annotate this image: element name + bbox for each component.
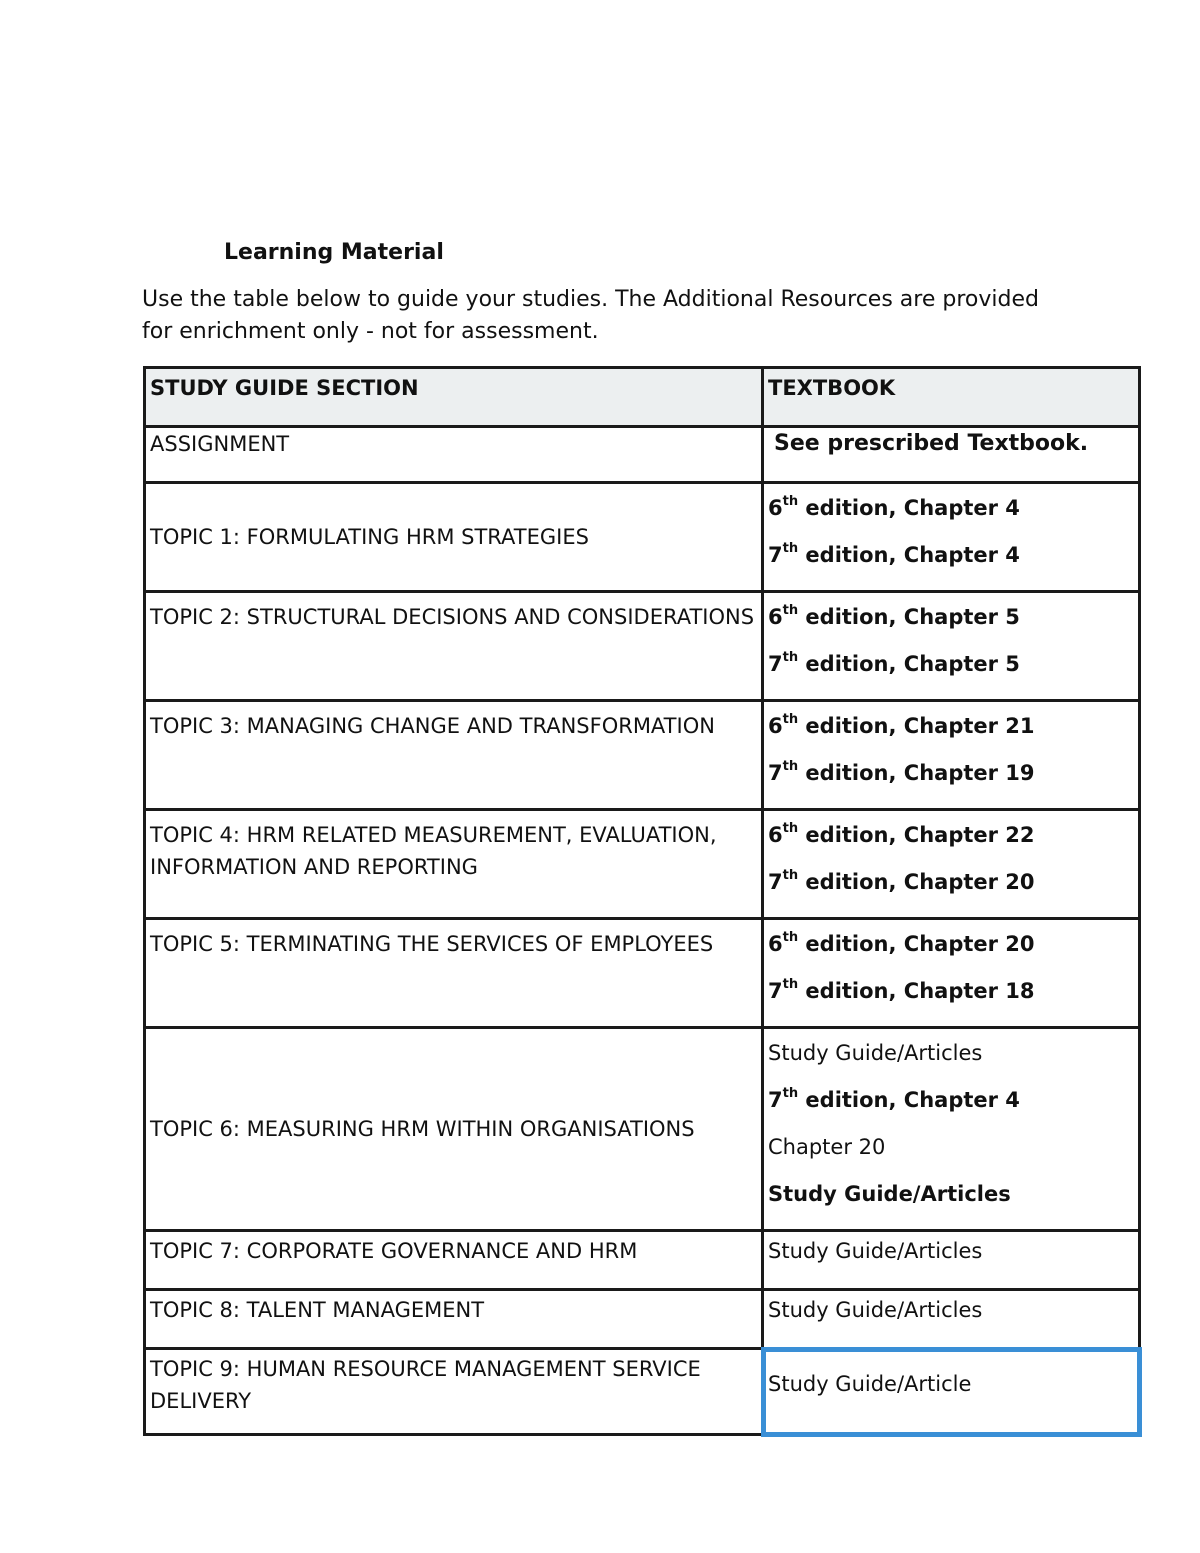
cell-topic-textbook-selected[interactable]: Study Guide/Article (763, 1349, 1140, 1435)
edition-line: 7th edition, Chapter 5 (768, 650, 1020, 676)
table-row-topic-7 (145, 1231, 1140, 1290)
cell-topic-section[interactable]: TOPIC 4: HRM RELATED MEASUREMENT, EVALUATION, INFORMATION AND REPORTING (145, 810, 763, 919)
header-study-guide-section[interactable]: STUDY GUIDE SECTION (145, 368, 763, 427)
table-row (145, 919, 1140, 1028)
cell-topic-textbook[interactable] (763, 592, 1140, 701)
cell-topic-textbook[interactable] (763, 1028, 1140, 1231)
edition-line: 6th edition, Chapter 22 (768, 821, 1035, 847)
cell-topic-textbook[interactable] (763, 919, 1140, 1028)
edition-line: 6th edition, Chapter 21 (768, 712, 1035, 738)
cell-topic-section[interactable]: TOPIC 8: TALENT MANAGEMENT (145, 1290, 763, 1349)
cell-assignment-textbook[interactable]: See prescribed Textbook. (763, 427, 1140, 483)
table-row-topic-8 (145, 1290, 1140, 1349)
cell-topic-textbook[interactable] (763, 483, 1140, 592)
table-row-topic-6 (145, 1028, 1140, 1231)
cell-topic-section[interactable]: TOPIC 5: TERMINATING THE SERVICES OF EMPLOYEES (145, 919, 763, 1028)
edition-line: 6th edition, Chapter 20 (768, 930, 1035, 956)
cell-topic-section[interactable]: TOPIC 9: HUMAN RESOURCE MANAGEMENT SERVICE DELIVERY (145, 1349, 763, 1435)
learning-material-table (143, 366, 1141, 1436)
cell-topic-textbook[interactable]: Study Guide/Articles (763, 1290, 1140, 1349)
cell-topic-section[interactable]: TOPIC 7: CORPORATE GOVERNANCE AND HRM (145, 1231, 763, 1290)
table-row-topic-9 (145, 1349, 1140, 1435)
edition-line: 7th edition, Chapter 4 (768, 541, 1020, 567)
header-textbook[interactable]: TEXTBOOK (763, 368, 1140, 427)
cell-topic-textbook[interactable] (763, 701, 1140, 810)
table-row-assignment (145, 427, 1140, 483)
intro-paragraph: Use the table below to guide your studies. The Additional Resources are provided for enrichment only - not for assessment. (142, 287, 1039, 344)
textbook-line: Study Guide/Articles (768, 1182, 1011, 1206)
cell-assignment-section[interactable]: ASSIGNMENT (145, 427, 763, 483)
edition-line: 7th edition, Chapter 4 (768, 1086, 1020, 1112)
cell-topic-section[interactable]: TOPIC 2: STRUCTURAL DECISIONS AND CONSIDERATIONS (145, 592, 763, 701)
edition-line: 6th edition, Chapter 5 (768, 603, 1020, 629)
edition-line: 6th edition, Chapter 4 (768, 494, 1020, 520)
table-row (145, 701, 1140, 810)
table-header-row (145, 368, 1140, 427)
cell-topic-textbook[interactable]: Study Guide/Articles (763, 1231, 1140, 1290)
textbook-line: Study Guide/Articles (768, 1041, 983, 1065)
table-row (145, 592, 1140, 701)
table-row (145, 483, 1140, 592)
page-heading: Learning Material (224, 240, 444, 265)
cell-topic-section[interactable]: TOPIC 3: MANAGING CHANGE AND TRANSFORMATION (145, 701, 763, 810)
cell-topic-textbook[interactable] (763, 810, 1140, 919)
textbook-line: Chapter 20 (768, 1135, 886, 1159)
edition-line: 7th edition, Chapter 18 (768, 977, 1035, 1003)
cell-topic-section[interactable]: TOPIC 1: FORMULATING HRM STRATEGIES (145, 483, 763, 592)
edition-line: 7th edition, Chapter 20 (768, 868, 1035, 894)
edition-line: 7th edition, Chapter 19 (768, 759, 1035, 785)
cell-topic-section[interactable]: TOPIC 6: MEASURING HRM WITHIN ORGANISATIONS (145, 1028, 763, 1231)
table-row (145, 810, 1140, 919)
